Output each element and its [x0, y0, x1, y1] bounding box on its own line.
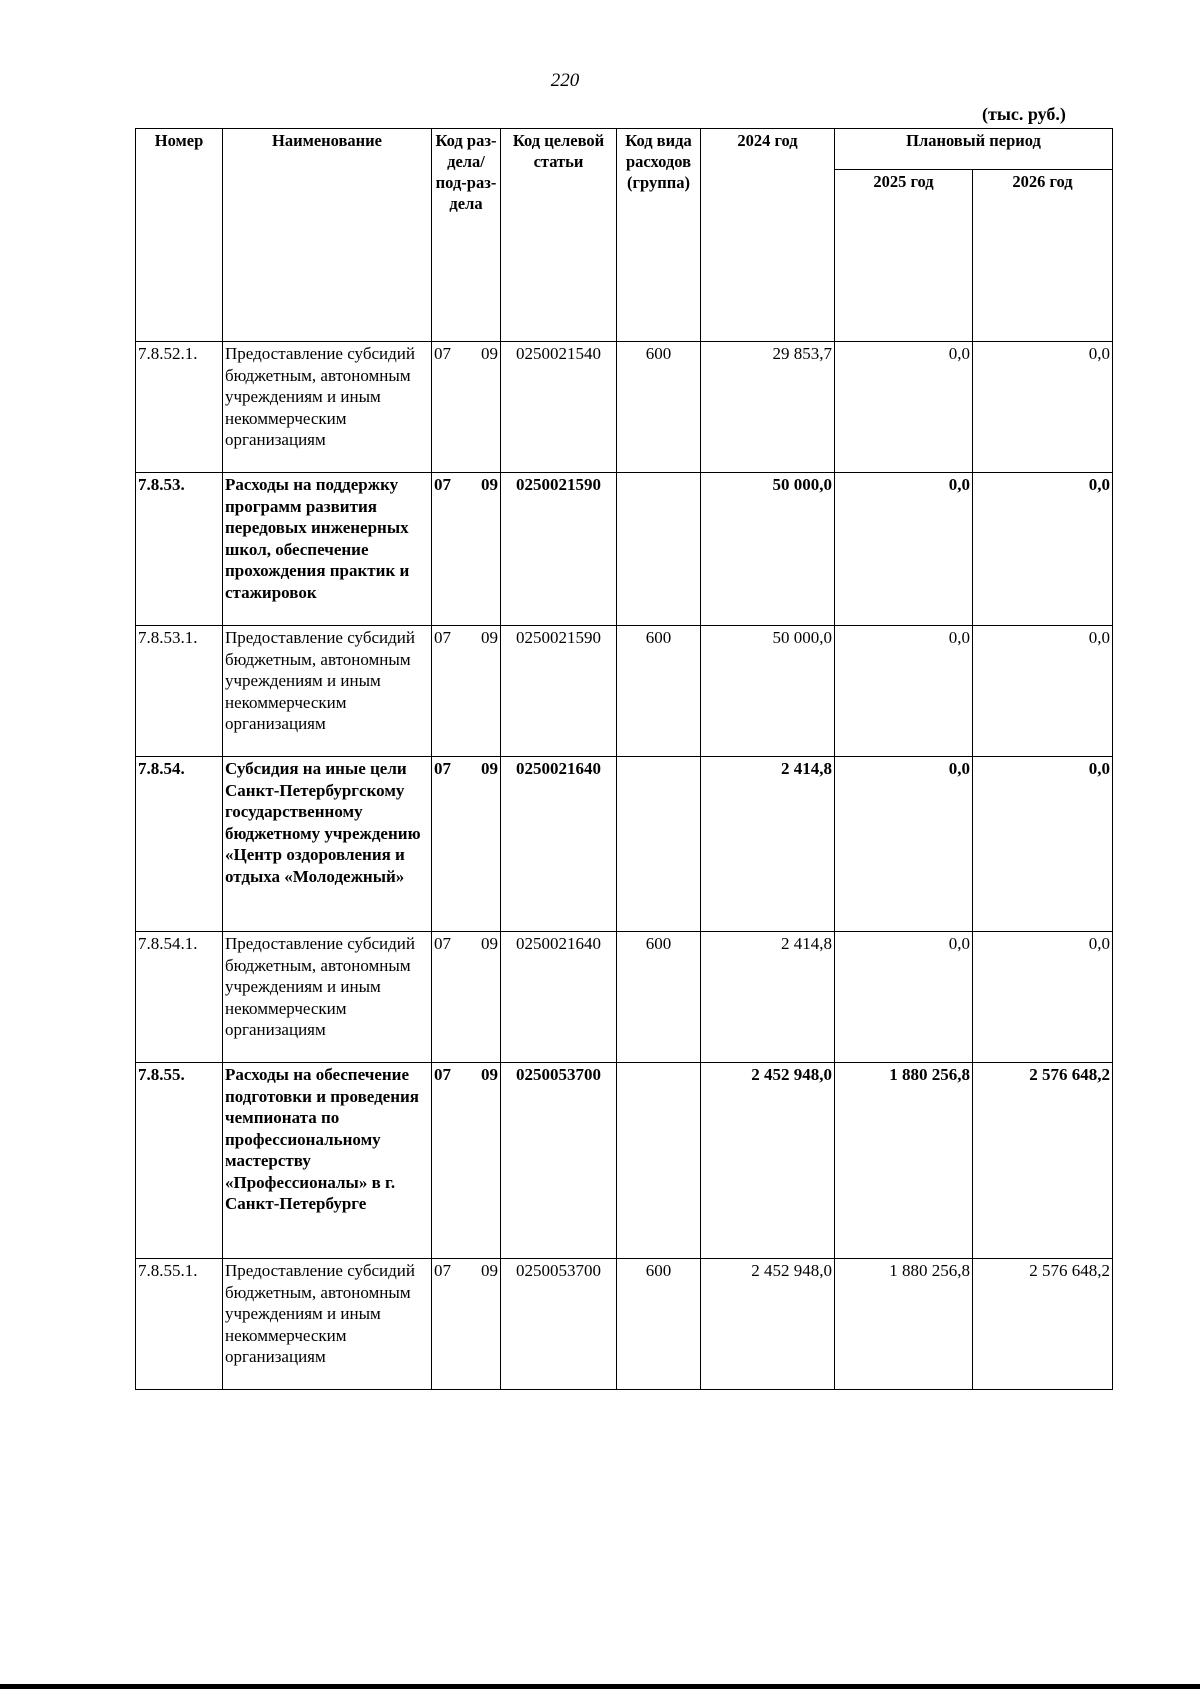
table-row [136, 757, 1113, 932]
row-value-2024: 2 414,8 [701, 932, 835, 1063]
row-section: 07 [434, 628, 451, 647]
row-value-2025: 0,0 [835, 626, 973, 757]
row-expense-type [617, 1063, 701, 1259]
row-target-code: 0250053700 [501, 1259, 617, 1390]
row-expense-type [617, 473, 701, 626]
row-subsection: 09 [481, 1065, 498, 1084]
row-number: 7.8.54.1. [136, 932, 223, 1063]
header-year-2024: 2024 год [701, 129, 835, 342]
row-section: 07 [434, 759, 451, 778]
row-name: Предоставление субсидий бюджетным, автономным учреждениям и иным некоммерческим организациям [223, 1259, 432, 1390]
row-value-2025: 1 880 256,8 [835, 1259, 973, 1390]
row-value-2025: 0,0 [835, 932, 973, 1063]
row-value-2024: 29 853,7 [701, 342, 835, 473]
row-name: Субсидия на иные цели Санкт-Петербургскому государственному бюджетному учреждению «Центр оздоровления и отдыха «Молодежный» [223, 757, 432, 932]
row-subsection: 09 [481, 1261, 498, 1280]
row-value-2026: 0,0 [973, 342, 1113, 473]
row-value-2026: 0,0 [973, 932, 1113, 1063]
row-value-2026: 2 576 648,2 [973, 1259, 1113, 1390]
table-header [136, 129, 1113, 342]
row-expense-type: 600 [617, 1259, 701, 1390]
row-number: 7.8.55.1. [136, 1259, 223, 1390]
header-section-code: Код раз-дела/ под-раз-дела [432, 129, 501, 342]
row-subsection: 09 [481, 934, 498, 953]
row-value-2026: 0,0 [973, 473, 1113, 626]
row-target-code: 0250021640 [501, 932, 617, 1063]
row-section-code [432, 1259, 501, 1390]
row-section: 07 [434, 1261, 451, 1280]
row-value-2024: 50 000,0 [701, 626, 835, 757]
header-name: Наименование [223, 129, 432, 342]
row-name: Предоставление субсидий бюджетным, автономным учреждениям и иным некоммерческим организациям [223, 626, 432, 757]
header-target-code: Код целевой статьи [501, 129, 617, 342]
units-label: (тыс. руб.) [982, 104, 1066, 124]
row-subsection: 09 [481, 759, 498, 778]
row-section: 07 [434, 344, 451, 363]
row-value-2024: 2 452 948,0 [701, 1063, 835, 1259]
row-number: 7.8.52.1. [136, 342, 223, 473]
row-value-2026: 0,0 [973, 626, 1113, 757]
row-number: 7.8.53.1. [136, 626, 223, 757]
row-number: 7.8.55. [136, 1063, 223, 1259]
row-subsection: 09 [481, 628, 498, 647]
table-row [136, 1259, 1113, 1390]
row-value-2025: 0,0 [835, 342, 973, 473]
row-value-2026: 0,0 [973, 757, 1113, 932]
row-expense-type: 600 [617, 342, 701, 473]
row-target-code: 0250053700 [501, 1063, 617, 1259]
row-section-code [432, 932, 501, 1063]
row-section: 07 [434, 934, 451, 953]
row-number: 7.8.53. [136, 473, 223, 626]
row-value-2025: 1 880 256,8 [835, 1063, 973, 1259]
row-value-2025: 0,0 [835, 473, 973, 626]
header-planned-period: Плановый период [835, 129, 1113, 170]
row-value-2024: 50 000,0 [701, 473, 835, 626]
row-section-code [432, 757, 501, 932]
table-row [136, 342, 1113, 473]
table-row [136, 932, 1113, 1063]
page-bottom-edge [0, 1684, 1200, 1689]
table-row [136, 473, 1113, 626]
row-section-code [432, 1063, 501, 1259]
header-number: Номер [136, 129, 223, 342]
row-number: 7.8.54. [136, 757, 223, 932]
row-value-2025: 0,0 [835, 757, 973, 932]
page-number: 220 [550, 70, 580, 91]
row-value-2026: 2 576 648,2 [973, 1063, 1113, 1259]
row-name: Предоставление субсидий бюджетным, автономным учреждениям и иным некоммерческим организациям [223, 342, 432, 473]
budget-table [135, 128, 1113, 1390]
row-section-code [432, 473, 501, 626]
row-target-code: 0250021590 [501, 473, 617, 626]
table-row [136, 626, 1113, 757]
row-section: 07 [434, 1065, 451, 1084]
row-section-code [432, 626, 501, 757]
table-body [136, 342, 1113, 1390]
row-value-2024: 2 414,8 [701, 757, 835, 932]
row-section-code [432, 342, 501, 473]
row-value-2024: 2 452 948,0 [701, 1259, 835, 1390]
row-name: Расходы на поддержку программ развития передовых инженерных школ, обеспечение прохождения практик и стажировок [223, 473, 432, 626]
row-section: 07 [434, 475, 451, 494]
row-name: Предоставление субсидий бюджетным, автономным учреждениям и иным некоммерческим организациям [223, 932, 432, 1063]
row-name: Расходы на обеспечение подготовки и проведения чемпионата по профессиональному мастерству «Профессионалы» в г. Санкт-Петербурге [223, 1063, 432, 1259]
header-year-2025: 2025 год [835, 170, 973, 342]
row-subsection: 09 [481, 344, 498, 363]
row-subsection: 09 [481, 475, 498, 494]
header-expense-type: Код вида расходов (группа) [617, 129, 701, 342]
row-expense-type [617, 757, 701, 932]
row-target-code: 0250021590 [501, 626, 617, 757]
table-row [136, 1063, 1113, 1259]
row-expense-type: 600 [617, 626, 701, 757]
row-target-code: 0250021540 [501, 342, 617, 473]
row-expense-type: 600 [617, 932, 701, 1063]
header-year-2026: 2026 год [973, 170, 1113, 342]
row-target-code: 0250021640 [501, 757, 617, 932]
